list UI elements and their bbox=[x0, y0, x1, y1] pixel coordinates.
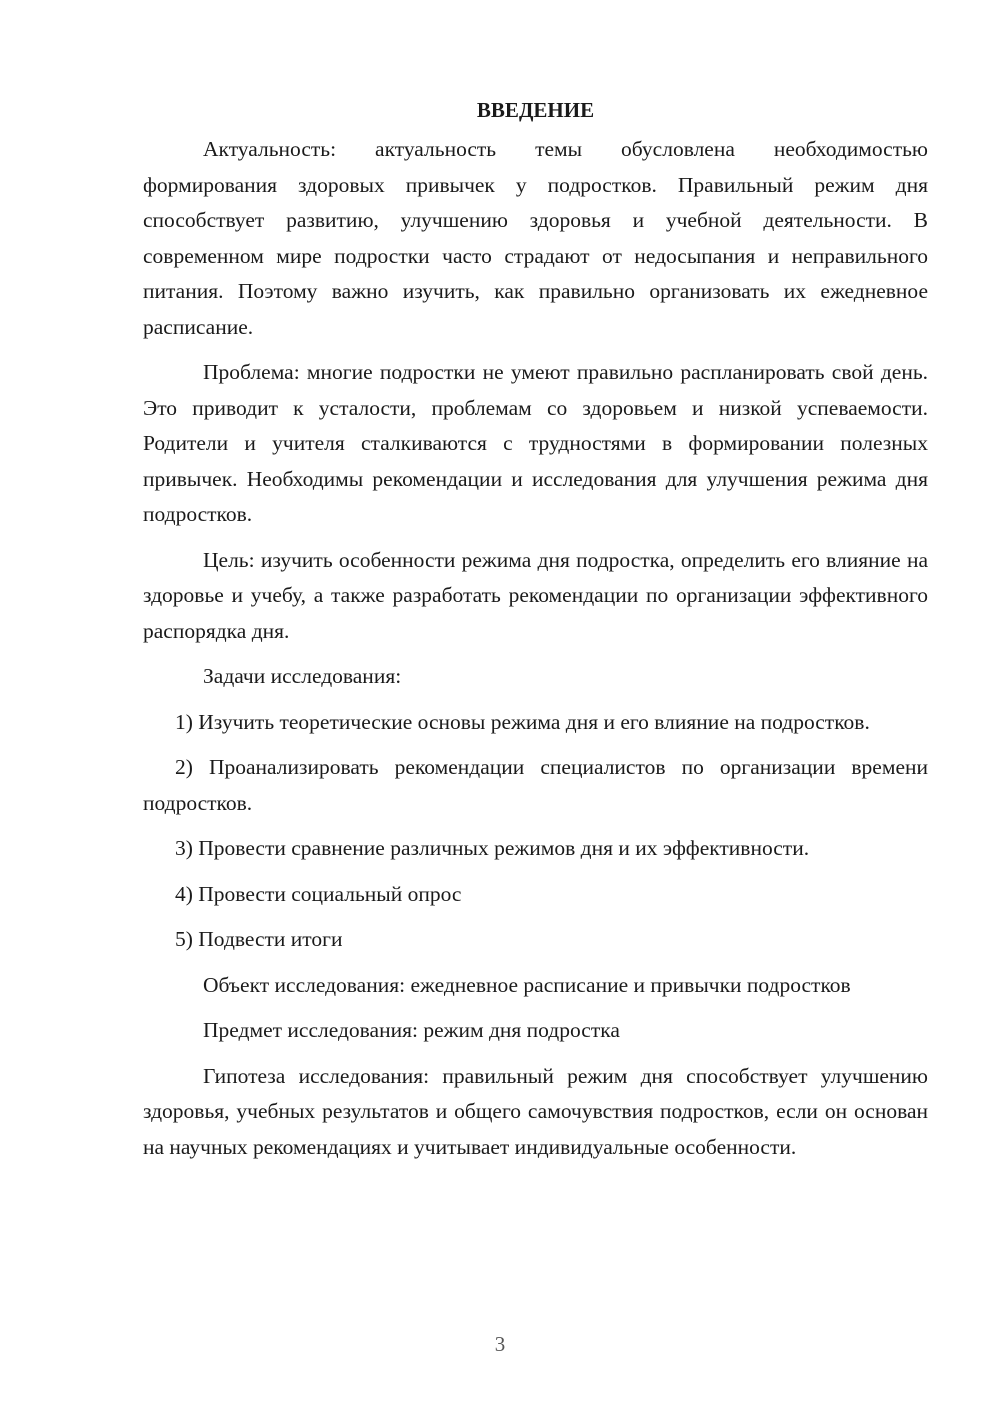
task-item-2: 2) Проанализировать рекомендации специалистов по организации времени подростков. bbox=[143, 755, 928, 815]
task-item-5: 5) Подвести итоги bbox=[175, 927, 343, 951]
page-number: 3 bbox=[494, 1332, 506, 1356]
paragraph-object: Объект исследования: ежедневное расписание и привычки подростков bbox=[203, 972, 851, 997]
paragraph-hypothesis: Гипотеза исследования: правильный режим дня способствует улучшению здоровья, учебных результатов и общего самочувствия подростков, если он основан на научных рекомендациях и учитывает индивидуальные особенности. bbox=[143, 1063, 928, 1159]
paragraph-goal: Цель: изучить особенности режима дня подростка, определить его влияние на здоровье и учебу, а также разработать рекомендации по организации эффективного распорядка дня. bbox=[143, 547, 928, 643]
tasks-heading: Задачи исследования: bbox=[203, 664, 402, 688]
paragraph-problem: Проблема: многие подростки не умеют правильно распланировать свой день. Это приводит к усталости, проблемам со здоровьем и низкой успеваемости. Родители и учителя сталкиваются с трудностями в формировании полезных привычек. Необходимы рекомендации и исследования для улучшения режима дня подростков. bbox=[143, 360, 928, 526]
task-item-4: 4) Провести социальный опрос bbox=[175, 881, 462, 906]
task-item-1: 1) Изучить теоретические основы режима дня и его влияние на подростков. bbox=[175, 709, 870, 734]
section-title: ВВЕДЕНИЕ bbox=[476, 98, 595, 122]
paragraph-subject: Предмет исследования: режим дня подростка bbox=[203, 1018, 620, 1042]
task-item-3: 3) Провести сравнение различных режимов дня и их эффективности. bbox=[175, 836, 810, 860]
document-page bbox=[143, 92, 928, 1175]
paragraph-relevance: Актуальность: актуальность темы обусловлена необходимостью формирования здоровых привычек у подростков. Правильный режим дня способствует развитию, улучшению здоровья и учебной деятельности. В современном мире подростки часто страдают от недосыпания и неправильного питания. Поэтому важно изучить, как правильно организовать их ежедневное расписание. bbox=[143, 137, 928, 339]
